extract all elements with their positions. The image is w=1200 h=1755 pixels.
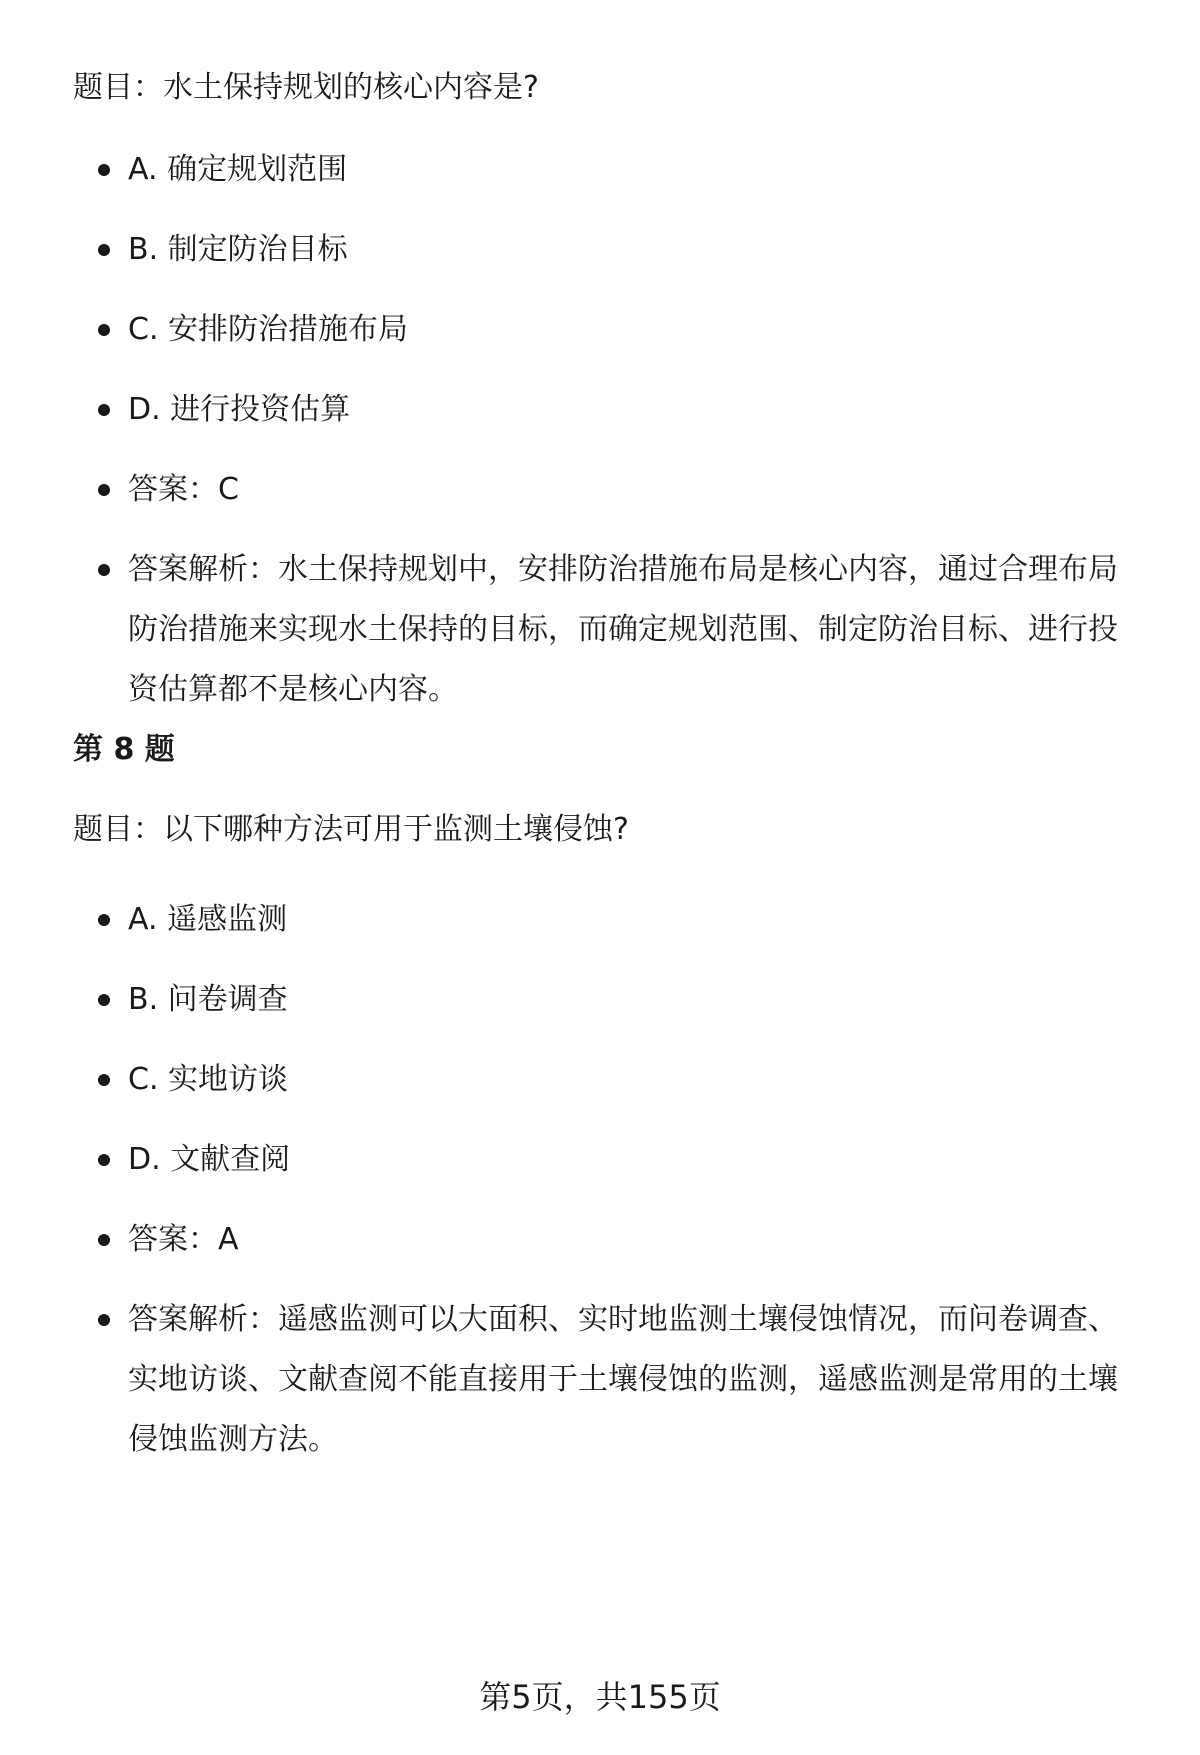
- page-number-footer: 第5页，共155页: [479, 1678, 721, 1716]
- question-8-option-d: D. 文献查阅: [128, 1130, 1138, 1190]
- question-7-prompt: 题目：水土保持规划的核心内容是?: [73, 70, 539, 105]
- question-8-explanation: 答案解析：遥感监测可以大面积、实时地监测土壤侵蚀情况，而问卷调查、实地访谈、文献查阅不能直接用于土壤侵蚀的监测，遥感监测是常用的土壤侵蚀监测方法。: [128, 1290, 1138, 1470]
- question-7-option-a: A. 确定规划范围: [128, 140, 1138, 200]
- question-7-option-d: D. 进行投资估算: [128, 380, 1138, 440]
- question-8-answer: 答案：A: [128, 1210, 1138, 1270]
- question-8-option-b: B. 问卷调查: [128, 970, 1138, 1030]
- question-7-option-b: B. 制定防治目标: [128, 220, 1138, 280]
- question-8-prompt: 题目：以下哪种方法可用于监测土壤侵蚀?: [73, 812, 629, 847]
- question-7-explanation: 答案解析：水土保持规划中，安排防治措施布局是核心内容，通过合理布局防治措施来实现水土保持的目标，而确定规划范围、制定防治目标、进行投资估算都不是核心内容。: [128, 540, 1138, 720]
- question-7-option-c: C. 安排防治措施布局: [128, 300, 1138, 360]
- question-7-answer: 答案：C: [128, 460, 1138, 520]
- question-8-option-a: A. 遥感监测: [128, 890, 1138, 950]
- question-8-option-c: C. 实地访谈: [128, 1050, 1138, 1110]
- question-8-heading: 第 8 题: [73, 732, 175, 767]
